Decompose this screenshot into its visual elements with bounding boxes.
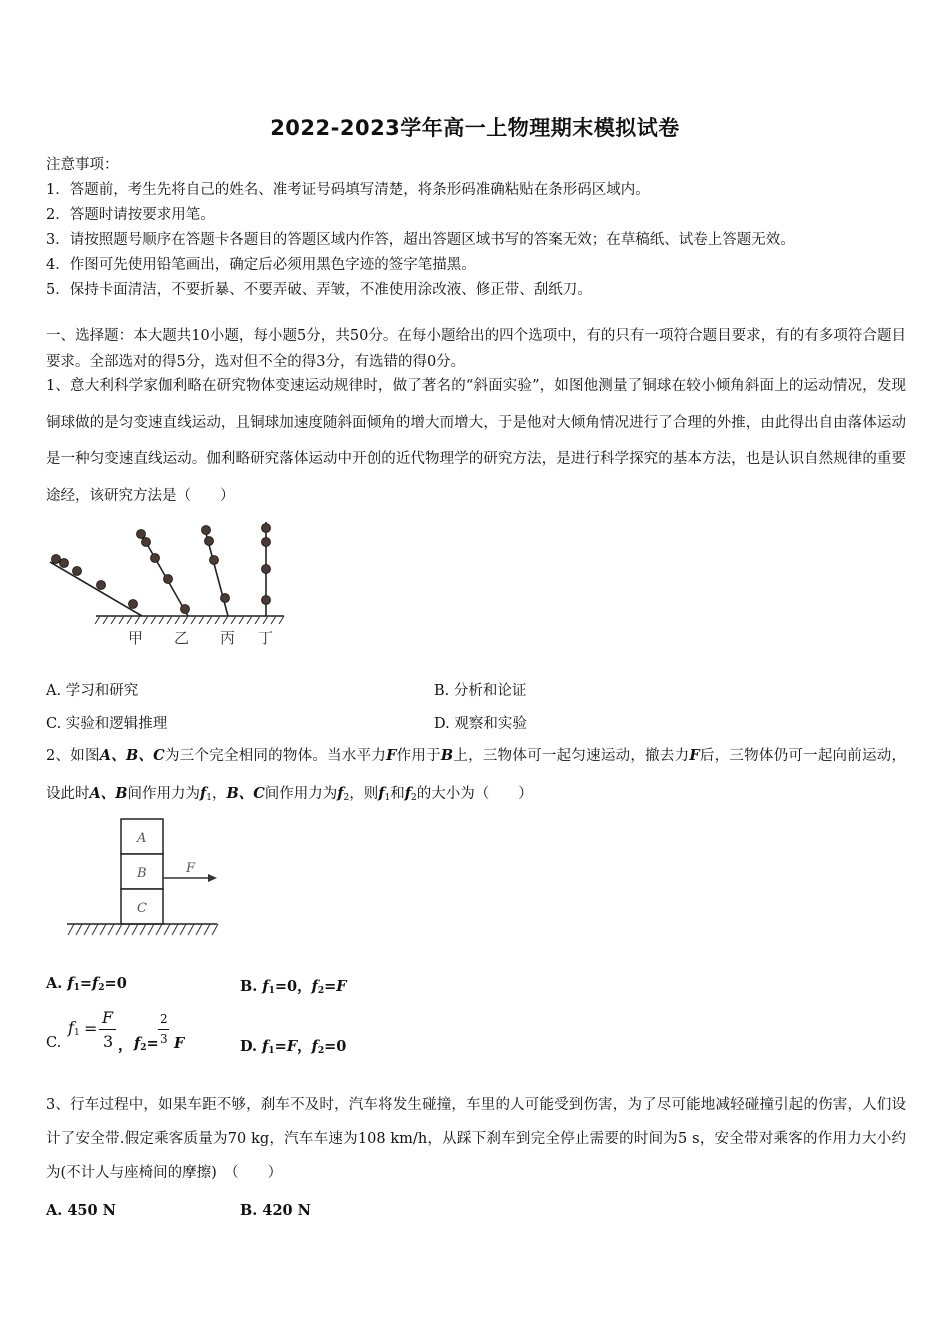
ball bbox=[210, 556, 219, 565]
ball bbox=[221, 594, 230, 603]
q1-option-c[interactable]: C. 实验和逻辑推理 bbox=[46, 716, 168, 732]
ball bbox=[202, 526, 211, 535]
fraction-numerator-2: 2 bbox=[160, 1012, 168, 1026]
ball bbox=[97, 581, 106, 590]
label-ding: 丁 bbox=[258, 629, 274, 647]
fraction-sub: 1 bbox=[74, 1028, 80, 1038]
question-3-text: 3、行车过程中，如果车距不够，刹车不及时，汽车将发生碰撞，车里的人可能受到伤害，为了尽可能地减轻碰撞引起的伤害，人们设计了安全带.假定乘客质量为70 kg，汽车车速为108 km/h，从踩下刹车到完全停止需要的时间为5 s，安全带对乘客的作用力大小约为(不计人与座椅间的摩擦) （ ） bbox=[46, 1097, 906, 1181]
ball bbox=[205, 537, 214, 546]
fraction-denominator-2: 3 bbox=[160, 1032, 168, 1046]
ball bbox=[142, 538, 151, 547]
q2-option-d[interactable]: D. $f_1=F$，$f_2=0$ bbox=[240, 1038, 347, 1056]
force-arrowhead bbox=[208, 874, 217, 882]
label-b: B bbox=[137, 866, 147, 881]
q1-option-d[interactable]: D. 观察和实验 bbox=[434, 716, 527, 732]
label-a: A bbox=[137, 831, 147, 846]
fraction-f: f bbox=[68, 1018, 74, 1037]
fraction-numerator: F bbox=[102, 1008, 114, 1027]
ball bbox=[137, 530, 146, 539]
page-title: 2022-2023学年高一上物理期末模拟试卷 bbox=[270, 116, 680, 140]
ball bbox=[262, 596, 271, 605]
ball bbox=[60, 559, 69, 568]
ball bbox=[129, 600, 138, 609]
question-1-text: 1、意大利科学家伽利略在研究物体变速运动规律时，做了著名的“斜面实验”，如图他测量了铜球在较小倾角斜面上的运动情况，发现铜球做的是匀变速直线运动，且铜球加速度随斜面倾角的增大而增大，于是他对大倾角情况进行了合理的外推，由此得出自由落体运动是一种匀变速直线运动。伽利略研究落体运动中开创的近代物理学的研究方法，是进行科学探究的基本方法，也是认识自然规律的重要途经，该研究方法是（ ） bbox=[46, 378, 906, 504]
q1-option-b[interactable]: B. 分析和论证 bbox=[434, 683, 527, 699]
q3-option-a[interactable]: A. 450 N bbox=[46, 1202, 116, 1219]
q1-incline-figure bbox=[44, 518, 294, 650]
ground-hatch bbox=[68, 924, 218, 935]
ground-hatch bbox=[95, 616, 284, 624]
notice-item: 2．答题时请按要求用笔。 bbox=[46, 207, 215, 223]
fraction-denominator: 3 bbox=[103, 1032, 114, 1051]
option-c-prefix: C. bbox=[46, 1035, 62, 1051]
ball bbox=[262, 538, 271, 547]
label-jia: 甲 bbox=[128, 629, 144, 647]
notice-item: 1．答题前，考生先将自己的姓名、准考证号码填写清楚，将条形码准确粘贴在条形码区域内。 bbox=[46, 182, 650, 198]
q2-option-c[interactable]: C. f 1 = F 3 ， $f_2=$ 2 3 F bbox=[46, 1008, 185, 1054]
notice-heading: 注意事项： bbox=[46, 157, 119, 173]
ball bbox=[262, 565, 271, 574]
label-c: C bbox=[137, 901, 147, 916]
q2-option-b[interactable]: B. $f_1=0$，$f_2=F$ bbox=[240, 978, 347, 996]
incline-jia bbox=[50, 562, 142, 616]
notice-item: 3．请按照题号顺序在答题卡各题目的答题区域内作答，超出答题区域书写的答案无效；在草稿纸、试卷上答题无效。 bbox=[46, 232, 795, 248]
label-bing: 丙 bbox=[220, 629, 236, 647]
notice-item: 4．作图可先使用铅笔画出，确定后必须用黑色字迹的签字笔描黑。 bbox=[46, 257, 476, 273]
option-c-force: F bbox=[174, 1035, 185, 1052]
section-intro: 一、选择题：本大题共10小题，每小题5分，共50分。在每小题给出的四个选项中，有的只有一项符合题目要求，有的有多项符合题目要求。全部选对的得5分，选对但不全的得3分，有选错的得0分。 bbox=[46, 328, 906, 370]
label-force: F bbox=[186, 861, 196, 876]
ball bbox=[73, 567, 82, 576]
label-yi: 乙 bbox=[174, 629, 190, 647]
fraction-bar bbox=[99, 1029, 116, 1030]
option-c-sep: ， bbox=[118, 1037, 133, 1054]
notice-item: 5．保持卡面清洁，不要折暴、不要弄破、弄皱，不准使用涂改液、修正带、刮纸刀。 bbox=[46, 282, 592, 298]
ball bbox=[262, 524, 271, 533]
ball bbox=[164, 575, 173, 584]
fraction-bar-2 bbox=[158, 1029, 169, 1030]
ball bbox=[181, 605, 190, 614]
q1-option-a[interactable]: A. 学习和研究 bbox=[46, 683, 139, 699]
question-2-text: 2、如图A、B、C为三个完全相同的物体。当水平力F作用于B上，三物体可一起匀速运动，撤去力F后，三物体仍可一起向前运动，设此时A、B间作用力为$f_1$，B、C间作用力为$f_2$，则$f_1$和$f_2$的大小为（ ） bbox=[46, 747, 907, 803]
ball bbox=[52, 555, 61, 564]
q2-blocks-figure bbox=[62, 815, 222, 945]
q2-option-a[interactable]: A. $f_1=f_2=0$ bbox=[46, 975, 127, 993]
fraction-eq: = bbox=[84, 1019, 98, 1038]
ball bbox=[151, 554, 160, 563]
q3-option-b[interactable]: B. 420 N bbox=[240, 1202, 311, 1219]
